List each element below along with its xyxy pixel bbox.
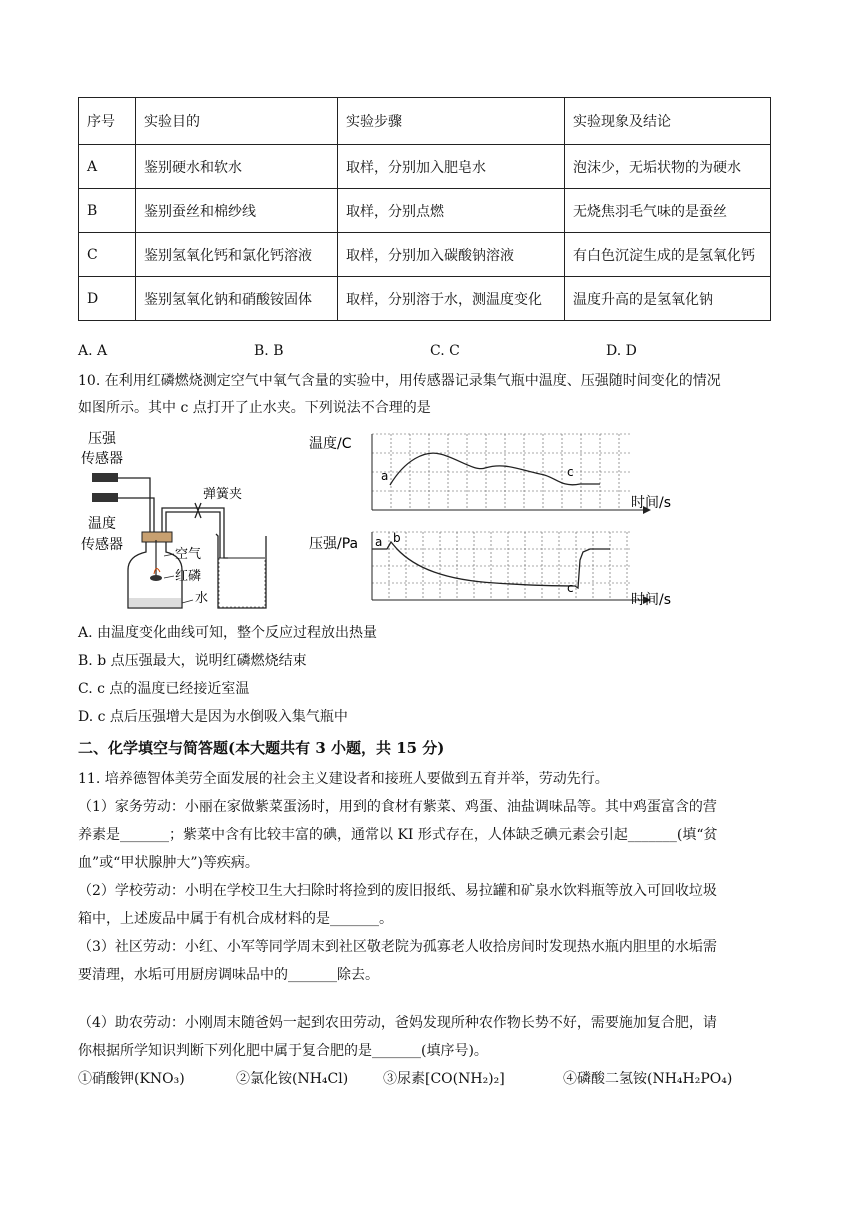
q11-choice-2: ②氯化铵(NH₄Cl)	[236, 1071, 349, 1087]
bottle-water-icon	[129, 598, 181, 607]
q10-option-c[interactable]: C. c 点的温度已经接近室温	[78, 681, 250, 697]
q10-stem-line2: 如图所示。其中 c 点打开了止水夹。下列说法不合理的是	[78, 400, 431, 416]
table-header-row	[79, 98, 771, 145]
temp-sensor-label-1: 温度	[88, 516, 116, 532]
table-cell: 鉴别蚕丝和棉纱线	[136, 189, 338, 233]
pressure-chart	[305, 528, 685, 618]
table-cell: B	[79, 189, 136, 233]
temperature-x-label: 时间/s	[631, 495, 672, 511]
q9-option-a[interactable]: A. A	[78, 343, 108, 359]
stopper-icon	[142, 532, 172, 542]
q11-part1-line1: （1）家务劳动：小丽在家做紫菜蛋汤时，用到的食材有紫菜、鸡蛋、油盐调味品等。其中鸡蛋富含的营	[78, 799, 717, 815]
q10-option-b[interactable]: B. b 点压强最大，说明红磷燃烧结束	[78, 653, 307, 669]
table-cell: C	[79, 233, 136, 277]
q11-part2-line1: （2）学校劳动：小明在学校卫生大扫除时将捡到的废旧报纸、易拉罐和矿泉水饮料瓶等放入可回收垃圾	[78, 883, 717, 899]
temperature-chart-grid	[372, 434, 630, 510]
q11-choice-3: ③尿素[CO(NH₂)₂]	[383, 1071, 505, 1087]
q9-option-b[interactable]: B. B	[254, 343, 284, 359]
pressure-chart-grid	[372, 532, 630, 600]
q11-part4-line1: （4）助农劳动：小刚周末随爸妈一起到农田劳动，爸妈发现所种农作物长势不好，需要施加复合肥，请	[78, 1015, 717, 1031]
table-cell: 鉴别氢氧化钙和氯化钙溶液	[136, 233, 338, 277]
q11-part3-line1: （3）社区劳动：小红、小军等同学周末到社区敬老院为孤寡老人收拾房间时发现热水瓶内胆里的水垢需	[78, 939, 717, 955]
table-cell: 温度升高的是氢氧化钠	[565, 277, 771, 321]
pressure-x-label: 时间/s	[631, 592, 672, 608]
spring-clip-icon	[195, 503, 201, 518]
temperature-point-a: a	[381, 469, 389, 483]
pressure-point-a: a	[375, 535, 383, 549]
table-row	[79, 145, 771, 189]
q11-stem: 11. 培养德智体美劳全面发展的社会主义建设者和接班人要做到五育并举，劳动先行。	[78, 771, 609, 787]
red-phosphorus-label: 红磷	[175, 569, 202, 584]
q10-option-d[interactable]: D. c 点后压强增大是因为水倒吸入集气瓶中	[78, 709, 348, 725]
temperature-point-c: c	[567, 465, 574, 479]
temperature-y-label: 温度/C	[309, 436, 352, 452]
apparatus-diagram	[78, 428, 278, 614]
table-header-cell: 实验步骤	[338, 98, 565, 145]
q11-choice-4: ④磷酸二氢铵(NH₄H₂PO₄)	[563, 1071, 733, 1087]
table-row	[79, 233, 771, 277]
table-cell: 鉴别氢氧化钠和硝酸铵固体	[136, 277, 338, 321]
pressure-point-c: c	[567, 581, 574, 595]
table-header-cell: 实验现象及结论	[565, 98, 771, 145]
temp-sensor-icon	[92, 493, 118, 502]
q11-choice-1: ①硝酸钾(KNO₃)	[78, 1071, 185, 1087]
table-cell: D	[79, 277, 136, 321]
q11-part1-line3: 血”或“甲状腺肿大”)等疾病。	[78, 855, 259, 871]
pressure-sensor-icon	[92, 473, 118, 482]
water-label: 水	[195, 591, 209, 606]
table-cell: 取样，分别点燃	[338, 189, 565, 233]
table-cell: A	[79, 145, 136, 189]
table-cell: 有白色沉淀生成的是氢氧化钙	[565, 233, 771, 277]
section-2-title: 二、化学填空与简答题(本大题共有 3 小题，共 15 分)	[78, 739, 445, 757]
pressure-y-label: 压强/Pa	[309, 536, 359, 552]
table-cell: 无烧焦羽毛气味的是蚕丝	[565, 189, 771, 233]
pressure-sensor-label-1: 压强	[88, 431, 116, 447]
temperature-chart	[305, 430, 685, 514]
q10-option-a[interactable]: A. 由温度变化曲线可知，整个反应过程放出热量	[78, 625, 378, 641]
q11-part4-line2: 你根据所学知识判断下列化肥中属于复合肥的是_______(填序号)。	[78, 1043, 488, 1059]
spring-clip-label: 弹簧夹	[203, 487, 243, 502]
pressure-sensor-label-2: 传感器	[81, 451, 123, 467]
table-cell: 泡沫少，无垢状物的为硬水	[565, 145, 771, 189]
q11-part2-line2: 箱中，上述废品中属于有机合成材料的是_______。	[78, 911, 393, 927]
table-cell: 鉴别硬水和软水	[136, 145, 338, 189]
experiment-table	[78, 97, 771, 321]
red-phosphorus-icon	[150, 575, 162, 581]
pressure-point-b: b	[393, 531, 401, 545]
q9-option-d[interactable]: D. D	[606, 343, 637, 359]
table-row	[79, 189, 771, 233]
air-label: 空气	[175, 547, 202, 562]
q10-stem-line1: 10. 在利用红磷燃烧测定空气中氧气含量的实验中，用传感器记录集气瓶中温度、压强随时间变化的情况	[78, 373, 721, 389]
table-cell: 取样，分别溶于水，测温度变化	[338, 277, 565, 321]
q11-part3-line2: 要清理，水垢可用厨房调味品中的_______除去。	[78, 967, 379, 983]
table-row	[79, 277, 771, 321]
q11-part1-line2: 养素是_______；紫菜中含有比较丰富的碘，通常以 KI 形式存在，人体缺乏碘元素会引起_______(填“贫	[78, 827, 718, 843]
table-cell: 取样，分别加入碳酸钠溶液	[338, 233, 565, 277]
table-cell: 取样，分别加入肥皂水	[338, 145, 565, 189]
table-header-cell: 实验目的	[136, 98, 338, 145]
temp-sensor-label-2: 传感器	[81, 537, 123, 553]
q9-option-c[interactable]: C. C	[430, 343, 460, 359]
table-header-cell: 序号	[79, 98, 136, 145]
